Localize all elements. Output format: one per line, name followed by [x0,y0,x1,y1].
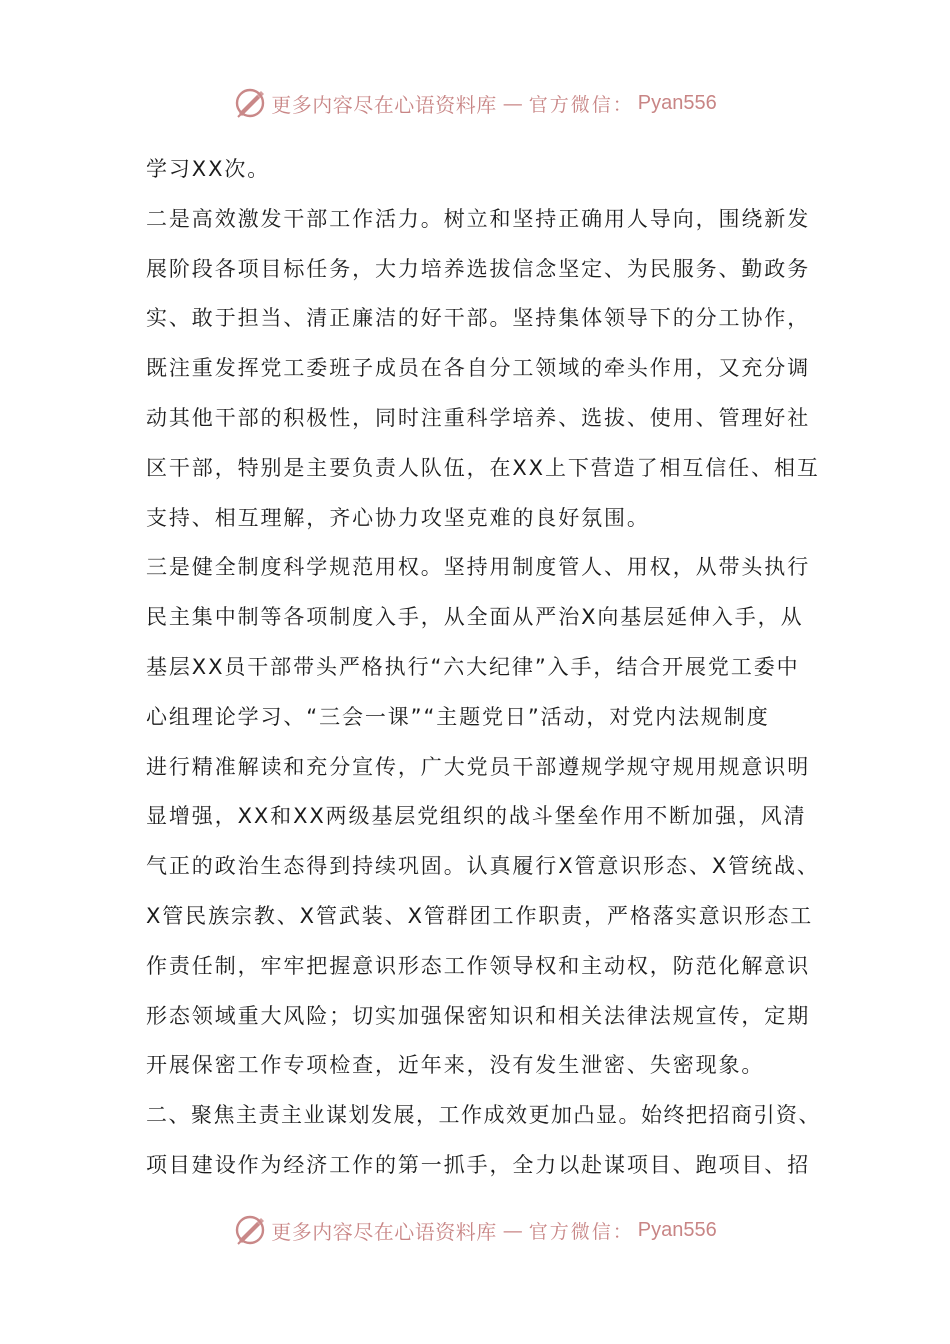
text-line: 民主集中制等各项制度入手，从全面从严治X向基层延伸入手，从 [146,605,804,630]
watermark-separator: — [502,1218,523,1242]
text-line: 进行精准解读和充分宣传，广大党员干部遵规学规守规用规意识明 [146,754,811,779]
text-line: 形态领域重大风险；切实加强保密知识和相关法律法规宣传，定期 [146,1003,811,1028]
text-line: 气正的政治生态得到持续巩固。认真履行X管意识形态、X管统战、 [146,854,820,879]
text-line: 三是健全制度科学规范用权。坚持用制度管人、用权，从带头执行 [146,555,811,580]
text-line: 动其他干部的积极性，同时注重科学培养、选拔、使用、管理好社 [146,405,811,430]
text-line: 心组理论学习、“三会一课”“主题党日”活动，对党内法规制度 [146,704,770,729]
text-line: 开展保密工作专项检查，近年来，没有发生泄密、失密现象。 [146,1053,765,1078]
text-line: 支持、相互理解，齐心协力攻坚克难的良好氛围。 [146,505,650,530]
watermark-sub: 官方微信： [528,1220,634,1243]
watermark-separator: — [502,91,523,115]
watermark-brand: 更多内容尽在心语资料库 [271,92,497,117]
document-body [146,145,826,1191]
text-line: 二是高效激发干部工作活力。树立和坚持正确用人导向，围绕新发 [146,206,811,231]
watermark-header [0,83,950,123]
watermark-sub: 官方微信： [528,93,634,116]
text-line: 二、聚焦主责主业谋划发展，工作成效更加凸显。始终把招商引资、 [146,1103,821,1128]
text-line: 基层XX员干部带头严格执行“六大纪律”入手，结合开展党工委中 [146,654,800,679]
text-line: 作责任制，牢牢把握意识形态工作领导权和主动权，防范化解意识 [146,953,811,978]
text-line: 项目建设作为经济工作的第一抓手，全力以赴谋项目、跑项目、招 [146,1152,811,1177]
watermark-id: Pyan556 [637,91,717,114]
pen-icon [233,1213,267,1247]
text-line: 区干部，特别是主要负责人队伍，在XX上下营造了相互信任、相互 [146,455,820,480]
text-line: 既注重发挥党工委班子成员在各自分工领域的牵头作用，又充分调 [146,356,811,381]
text-line: 显增强，XX和XX两级基层党组织的战斗堡垒作用不断加强，风清 [146,804,807,829]
text-line: X管民族宗教、X管武装、X管群团工作职责，严格落实意识形态工 [146,903,814,928]
text-line: 学习XX次。 [146,157,271,181]
watermark-footer [0,1210,950,1250]
text-line: 实、敢于担当、清正廉洁的好干部。坚持集体领导下的分工协作， [146,306,811,331]
pen-icon [233,86,267,120]
text-line: 展阶段各项目标任务，大力培养选拔信念坚定、为民服务、勤政务 [146,256,811,281]
watermark-brand: 更多内容尽在心语资料库 [271,1219,497,1244]
watermark-id: Pyan556 [637,1218,717,1241]
